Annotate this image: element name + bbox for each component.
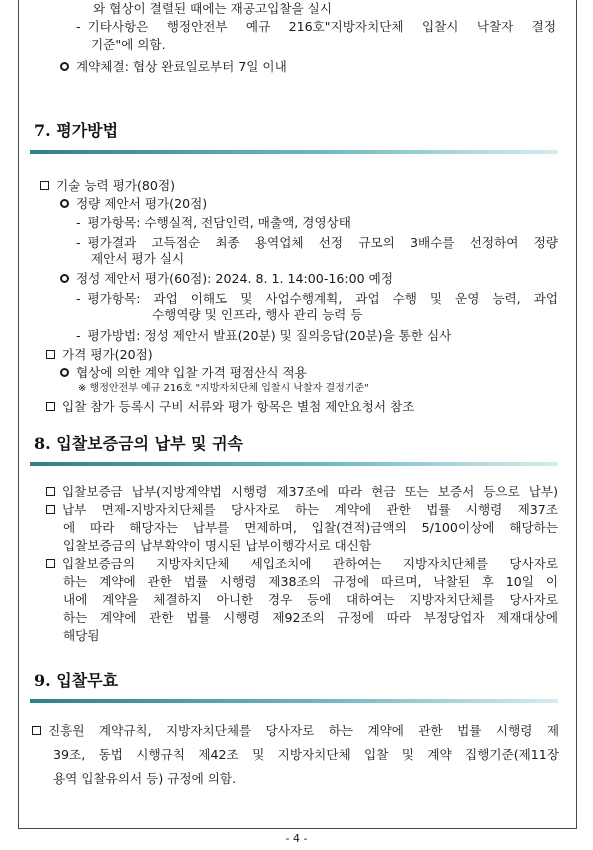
square-bullet-icon	[32, 726, 41, 735]
note-line: ※ 행정안전부 예규 216호 "지방자치단체 입찰시 낙찰자 결정기준"	[78, 383, 369, 394]
square-bullet-icon	[40, 181, 49, 190]
text-line: 해당됨	[63, 628, 100, 643]
square-bullet-icon	[46, 402, 55, 411]
text-line: 정성 제안서 평가(60점): 2024. 8. 1. 14:00-16:00 예정	[60, 270, 393, 288]
text-line: - 평가결과 고득점순 최종 용역업체 선정 규모의 3배수를 선정하여 정량	[76, 235, 558, 250]
heading-rule	[30, 150, 558, 154]
text-line: 입찰보증금의 납부확약이 명시된 납부이행각서로 대신함	[63, 538, 371, 553]
text-line: - 평가항목: 수행실적, 전담인력, 매출액, 경영상태	[76, 215, 351, 230]
text-line: 입찰보증금의 지방자치단체 세입조치에 관하여는 지방자치단체를 당사자로	[46, 555, 558, 573]
text-line: - 기타사항은 행정안전부 예규 216호"지방자치단체 입찰시 낙찰자 결정	[76, 19, 556, 34]
circle-bullet-icon	[60, 368, 69, 377]
text-line: 가격 평가(20점)	[46, 346, 153, 364]
circle-bullet-icon	[60, 199, 69, 208]
text-line: - 평가항목: 과업 이해도 및 사업수행계획, 과업 수행 및 운영 능력, 과업	[76, 291, 558, 306]
square-bullet-icon	[46, 559, 55, 568]
text-line: - 평가방법: 정성 제안서 발표(20분) 및 질의응답(20분)을 통한 심사	[76, 328, 452, 343]
text-line: 정량 제안서 평가(20점)	[60, 195, 207, 213]
text-line: 입찰보증금 납부(지방계약법 시행령 제37조에 따라 현금 또는 보증서 등으로 납부)	[46, 483, 558, 501]
circle-bullet-icon	[60, 274, 69, 283]
text-line: 기술 능력 평가(80점)	[40, 177, 175, 195]
text-line: 수행역량 및 인프라, 행사 관리 능력 등	[152, 307, 363, 322]
square-bullet-icon	[46, 505, 55, 514]
text-line: 협상에 의한 계약 입찰 가격 평점산식 적용	[60, 364, 307, 382]
text-line: 용역 입찰유의서 등) 규정에 의함.	[53, 771, 237, 786]
text-line: 에 따라 해당자는 납부를 면제하며, 입찰(견적)금액의 5/100이상에 해당하는	[63, 520, 558, 535]
text-line: 제안서 평가 실시	[91, 251, 185, 266]
text-line: 진흥원 계약규칙, 지방자치단체를 당사자로 하는 계약에 관한 법률 시행령 제	[32, 721, 559, 741]
square-bullet-icon	[46, 487, 55, 496]
heading-rule	[30, 699, 558, 703]
text-line: 39조, 동법 시행규칙 제42조 및 지방자치단체 입찰 및 계약 집행기준(제11장	[53, 747, 559, 762]
section-heading: 9. 입찰무효	[34, 671, 119, 690]
heading-rule	[30, 462, 558, 466]
text-line: 납부 면제-지방자치단체를 당사자로 하는 계약에 관한 법률 시행령 제37조	[46, 501, 558, 519]
page-number: - 4 -	[285, 832, 308, 845]
text-line: 하는 계약에 관한 법률 시행령 제92조의 규정에 따라 부정당업자 제재대상에	[63, 610, 558, 625]
square-bullet-icon	[46, 350, 55, 359]
section-heading: 8. 입찰보증금의 납부 및 귀속	[34, 434, 244, 453]
text-line: 내에 계약을 체결하지 아니한 경우 등에 대하여는 지방자치단체를 당사자로	[63, 592, 558, 607]
text-line: 계약체결: 협상 완료일로부터 7일 이내	[60, 58, 287, 76]
circle-bullet-icon	[60, 62, 69, 71]
text-line: 와 협상이 결렬된 때에는 재공고입찰을 실시	[93, 1, 332, 16]
text-line: 하는 계약에 관한 법률 시행령 제38조의 규정에 따르며, 낙찰된 후 10일 이	[63, 574, 558, 589]
text-line: 입찰 참가 등록시 구비 서류와 평가 항목은 별첨 제안요청서 참조	[46, 398, 414, 416]
section-heading: 7. 평가방법	[34, 121, 119, 140]
text-line: 기준"에 의함.	[91, 37, 166, 52]
